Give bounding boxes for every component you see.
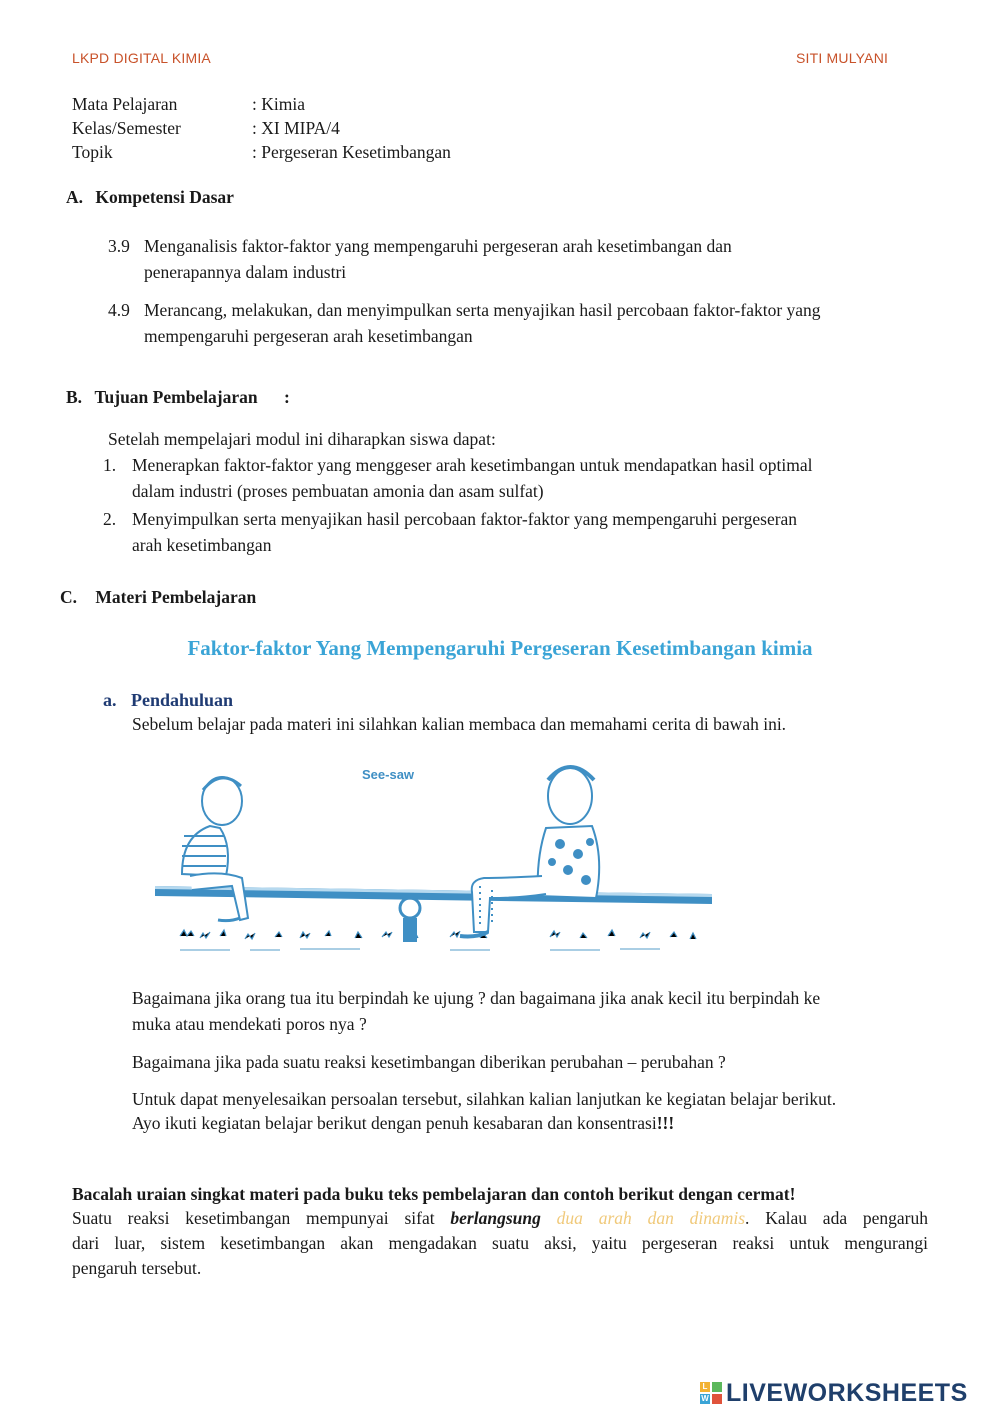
section-b-heading	[66, 387, 290, 408]
item-number: 1.	[103, 455, 117, 475]
logo-badge-letter: W	[701, 1394, 709, 1403]
section-letter: C.	[60, 587, 78, 607]
item-line: arah kesetimbangan	[132, 535, 272, 555]
reading-highlight: dua arah dan dinamis	[556, 1208, 746, 1228]
item-line: Menyimpulkan serta menyajikan hasil percobaan faktor-faktor yang mempengaruhi pergeseran	[132, 509, 798, 529]
grass	[180, 930, 696, 950]
adult-figure	[460, 767, 599, 937]
competency-item	[108, 297, 968, 349]
seesaw-pivot	[400, 898, 420, 942]
instruction-line2	[132, 1110, 674, 1136]
subsection-heading	[103, 690, 233, 711]
objective-item	[103, 452, 963, 504]
figure-label: See-saw	[362, 767, 415, 782]
info-label: Mata Pelajaran	[72, 94, 178, 114]
item-line: Merancang, melakukan, dan menyimpulkan serta menyajikan hasil percobaan faktor-faktor yang	[144, 300, 821, 320]
section-colon: :	[284, 387, 290, 407]
info-row-topic	[72, 142, 451, 163]
instruction-text: Ayo ikuti kegiatan belajar berikut dengan penuh kesabaran dan konsentrasi	[132, 1113, 657, 1133]
section-a-heading	[66, 187, 234, 208]
section-title: Tujuan Pembelajaran	[94, 387, 258, 407]
item-number: 3.9	[108, 236, 130, 256]
subsection-title: Pendahuluan	[131, 690, 234, 710]
reading-line-1	[72, 1205, 928, 1231]
item-line: Menganalisis faktor-faktor yang mempengaruhi pergeseran arah kesetimbangan dan	[144, 236, 732, 256]
logo-badge-tile	[712, 1382, 722, 1392]
info-row-subject	[72, 94, 305, 115]
item-line: dalam industri (proses pembuatan amonia dan asam sulfat)	[132, 481, 544, 501]
reading-line-2: dari luar, sistem kesetimbangan akan mengadakan suatu aksi, yaitu pergeseran reaksi untuk mengurangi	[72, 1233, 928, 1253]
question-2: Bagaimana jika pada suatu reaksi kesetimbangan diberikan perubahan – perubahan ?	[132, 1052, 726, 1072]
instruction-emphasis: !!!	[656, 1113, 675, 1133]
info-label: Topik	[72, 142, 113, 162]
question-1-line2: muka atau mendekati poros nya ?	[132, 1014, 367, 1034]
logo-badge-letter: L	[700, 1382, 710, 1392]
info-label: Kelas/Semester	[72, 118, 181, 138]
item-line: mempengaruhi pergeseran arah kesetimbangan	[144, 326, 473, 346]
competency-item	[108, 233, 948, 285]
section-letter: B.	[66, 387, 83, 407]
item-number: 4.9	[108, 300, 130, 320]
header-right: SITI MULYANI	[796, 50, 889, 66]
info-value: : Pergeseran Kesetimbangan	[252, 142, 451, 162]
subsection-letter: a.	[103, 690, 117, 710]
question-1-line1: Bagaimana jika orang tua itu berpindah ke ujung ? dan bagaimana jika anak kecil itu berpindah ke	[132, 988, 821, 1008]
logo-text: LIVEWORKSHEETS	[726, 1378, 968, 1407]
reading-line-3: pengaruh tersebut.	[72, 1258, 202, 1278]
section-letter: A.	[66, 187, 84, 207]
item-line: Menerapkan faktor-faktor yang menggeser arah kesetimbangan untuk mendapatkan hasil optimal	[132, 455, 813, 475]
info-value: : XI MIPA/4	[252, 118, 340, 138]
item-number: 2.	[103, 509, 117, 529]
header-left: LKPD DIGITAL KIMIA	[72, 50, 211, 66]
info-row-class	[72, 118, 340, 139]
section-title: Materi Pembelajaran	[95, 587, 257, 607]
info-value: : Kimia	[252, 94, 305, 114]
item-line: penerapannya dalam industri	[144, 262, 347, 282]
logo-badge-icon	[700, 1382, 722, 1404]
child-figure	[182, 777, 248, 921]
section-title: Kompetensi Dasar	[95, 187, 234, 207]
section-c-heading	[60, 587, 256, 608]
reading-heading: Bacalah uraian singkat materi pada buku teks pembelajaran dan contoh berikut dengan cermat!	[72, 1184, 796, 1204]
seesaw-illustration	[150, 758, 720, 970]
reading-text: . Kalau ada pengaruh	[745, 1208, 929, 1228]
material-title: Faktor-faktor Yang Mempengaruhi Pergeseran Kesetimbangan kimia	[187, 636, 813, 660]
liveworksheets-logo	[700, 1378, 968, 1408]
intro-text: Sebelum belajar pada materi ini silahkan kalian membaca dan memahami cerita di bawah ini.	[132, 714, 787, 734]
instruction-line1: Untuk dapat menyelesaikan persoalan tersebut, silahkan kalian lanjutkan ke kegiatan belajar berikut.	[132, 1089, 837, 1109]
logo-badge-tile	[712, 1394, 722, 1404]
objective-item	[103, 506, 963, 558]
objectives-intro: Setelah mempelajari modul ini diharapkan siswa dapat:	[108, 429, 496, 449]
reading-emphasis: berlangsung	[450, 1208, 541, 1228]
reading-text: Suatu reaksi kesetimbangan mempunyai sifat	[72, 1208, 435, 1228]
